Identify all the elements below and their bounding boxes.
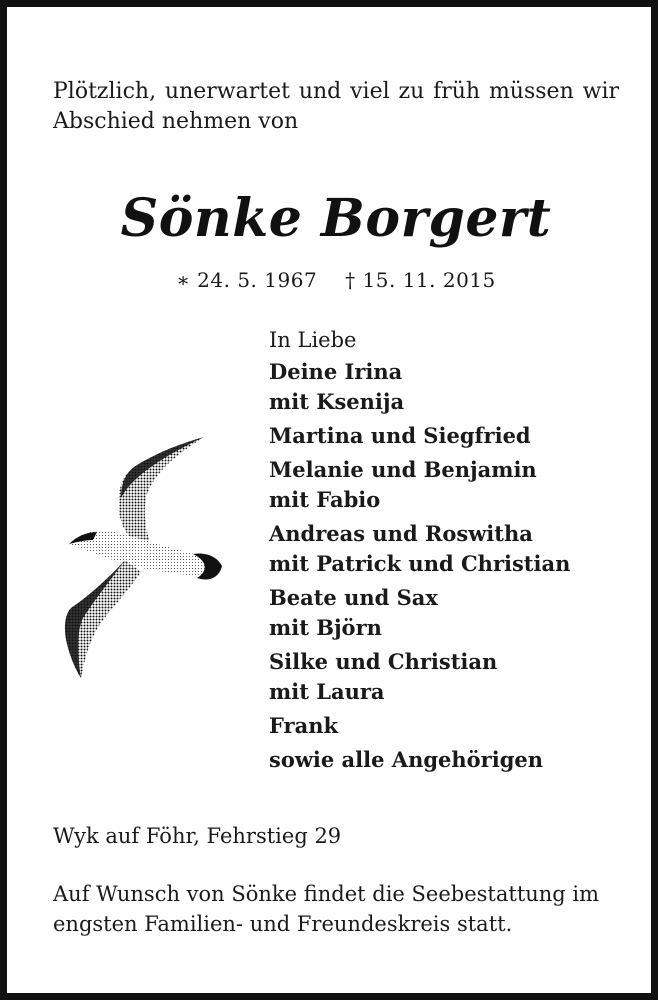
mourner-group [269,421,649,451]
seagull-icon [59,432,224,682]
death-date: † 15. 11. 2015 [345,268,496,292]
mourner-line: Martina und Siegfried [269,423,531,448]
mourner-group [269,519,649,579]
mourner-group [269,455,649,515]
birth-date: ∗ 24. 5. 1967 [176,268,318,292]
life-dates [7,265,658,295]
intro-text [53,77,619,137]
mourner-line: Beate und Sax [269,585,438,610]
mourner-line: Silke und Christian [269,649,498,674]
mourner-line: mit Patrick und Christian [269,551,571,576]
mourner-line: Frank [269,713,339,738]
intro-line-2: Abschied nehmen von [53,109,299,134]
mourner-line: Deine Irina [269,359,403,384]
mourner-line: mit Ksenija [269,389,405,414]
mourner-group [269,583,649,643]
mourner-group [269,711,649,741]
burial-note [53,879,623,939]
mourner-line: mit Fabio [269,487,381,512]
mourner-line: mit Laura [269,679,385,704]
address: Wyk auf Föhr, Fehrstieg 29 [53,824,342,848]
intro-line-1: Plötzlich, unerwartet und viel zu früh müssen wir [53,79,619,104]
mourner-group [269,647,649,707]
mourners-list [269,325,649,779]
deceased-name: Sönke Borgert [120,188,552,249]
burial-note-line-2: engsten Familien- und Freundeskreis statt. [53,912,513,936]
mourner-group [269,745,649,775]
burial-note-line-1: Auf Wunsch von Sönke findet die Seebestattung im [53,882,600,906]
mourner-line: mit Björn [269,615,382,640]
in-liebe-label: In Liebe [269,328,357,352]
mourner-line: sowie alle Angehörigen [269,747,544,772]
mourner-line: Melanie und Benjamin [269,457,537,482]
mourner-group [269,357,649,417]
mourner-line: Andreas und Roswitha [269,521,533,546]
